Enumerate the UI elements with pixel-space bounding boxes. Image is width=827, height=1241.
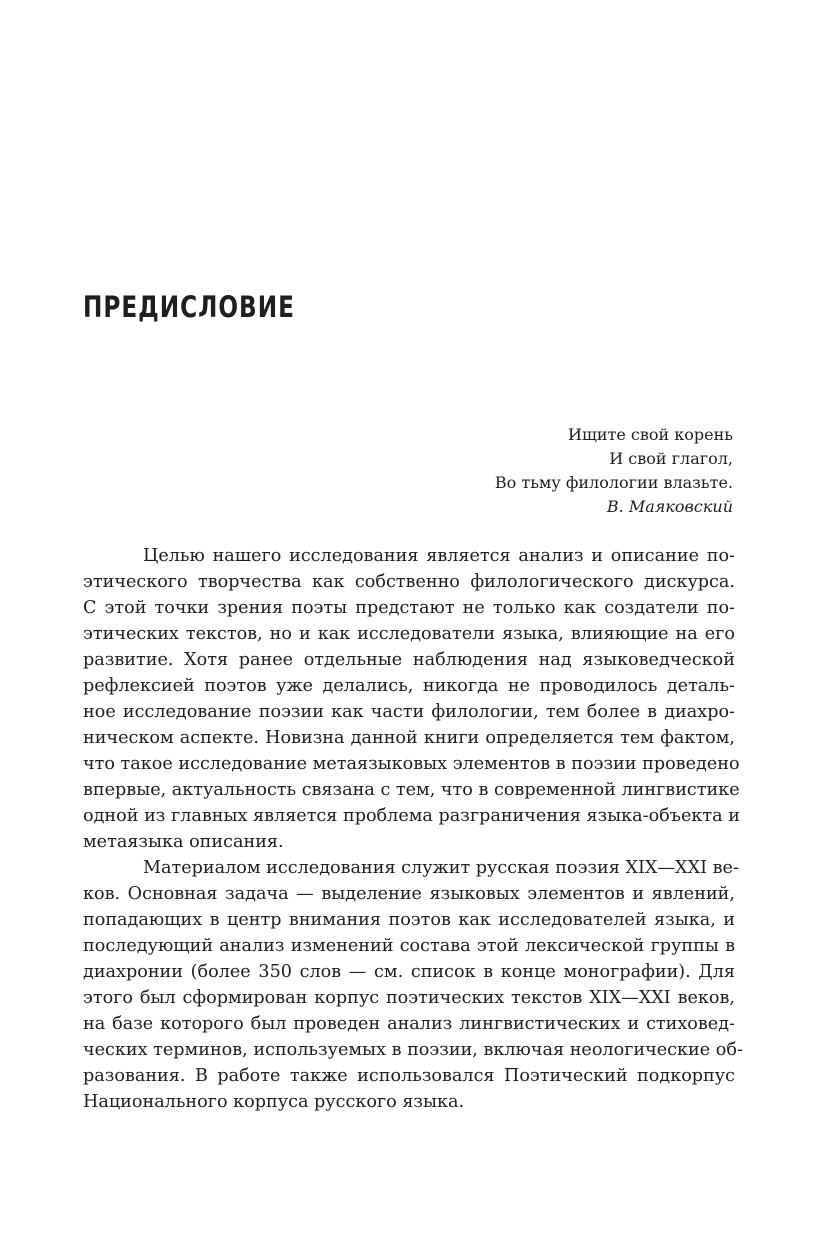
text-line: этических текстов, но и как исследователи языка, влияющие на его bbox=[83, 624, 735, 644]
text-line: Целью нашего исследования является анализ и описание по- bbox=[143, 546, 735, 566]
text-line: ническом аспекте. Новизна данной книги определяется тем фактом, bbox=[83, 728, 735, 748]
text-line: диахронии (более 350 слов — см. список в конце монографии). Для bbox=[83, 962, 735, 982]
epigraph bbox=[430, 423, 733, 519]
epigraph-author: В. Маяковский bbox=[606, 497, 733, 516]
text-line: впервые, актуальность связана с тем, что в современной лингвистике bbox=[83, 780, 740, 800]
page-title: ПРЕДИСЛОВИЕ bbox=[83, 290, 295, 324]
text-line: попадающих в центр внимания поэтов как исследователей языка, и bbox=[83, 910, 735, 930]
text-line: ное исследование поэзии как части филологии, тем более в диахро- bbox=[83, 702, 735, 722]
text-line: ков. Основная задача — выделение языковых элементов и явлений, bbox=[83, 884, 735, 904]
text-line: метаязыка описания. bbox=[83, 832, 284, 852]
text-line: на базе которого был проведен анализ лингвистических и стиховед- bbox=[83, 1014, 735, 1034]
text-line: этического творчества как собственно филологического дискурса. bbox=[83, 572, 735, 592]
paragraph-1 bbox=[83, 543, 740, 855]
paragraph-2 bbox=[83, 855, 743, 1115]
body-text bbox=[83, 543, 743, 1115]
text-line: С этой точки зрения поэты предстают не только как создатели по- bbox=[83, 598, 735, 618]
text-line: Материалом исследования служит русская поэзия XIX—XXI ве- bbox=[143, 858, 739, 878]
text-line: Национального корпуса русского языка. bbox=[83, 1092, 465, 1112]
text-line: ческих терминов, используемых в поэзии, включая неологические об- bbox=[83, 1040, 743, 1060]
epigraph-line: Во тьму филологии влазьте. bbox=[494, 473, 733, 492]
text-line: что такое исследование метаязыковых элементов в поэзии проведено bbox=[83, 754, 740, 774]
text-line: этого был сформирован корпус поэтических текстов XIX—XXI веков, bbox=[83, 988, 735, 1008]
text-line: разования. В работе также использовался Поэтический подкорпус bbox=[83, 1066, 735, 1086]
text-line: развитие. Хотя ранее отдельные наблюдения над языковедческой bbox=[83, 650, 735, 670]
text-line: одной из главных является проблема разграничения языка-объекта и bbox=[83, 806, 740, 826]
text-line: рефлексией поэтов уже делались, никогда не проводилось деталь- bbox=[83, 676, 735, 696]
epigraph-line: Ищите свой корень bbox=[568, 425, 733, 444]
epigraph-line: И свой глагол, bbox=[609, 449, 733, 468]
text-line: последующий анализ изменений состава этой лексической группы в bbox=[83, 936, 735, 956]
